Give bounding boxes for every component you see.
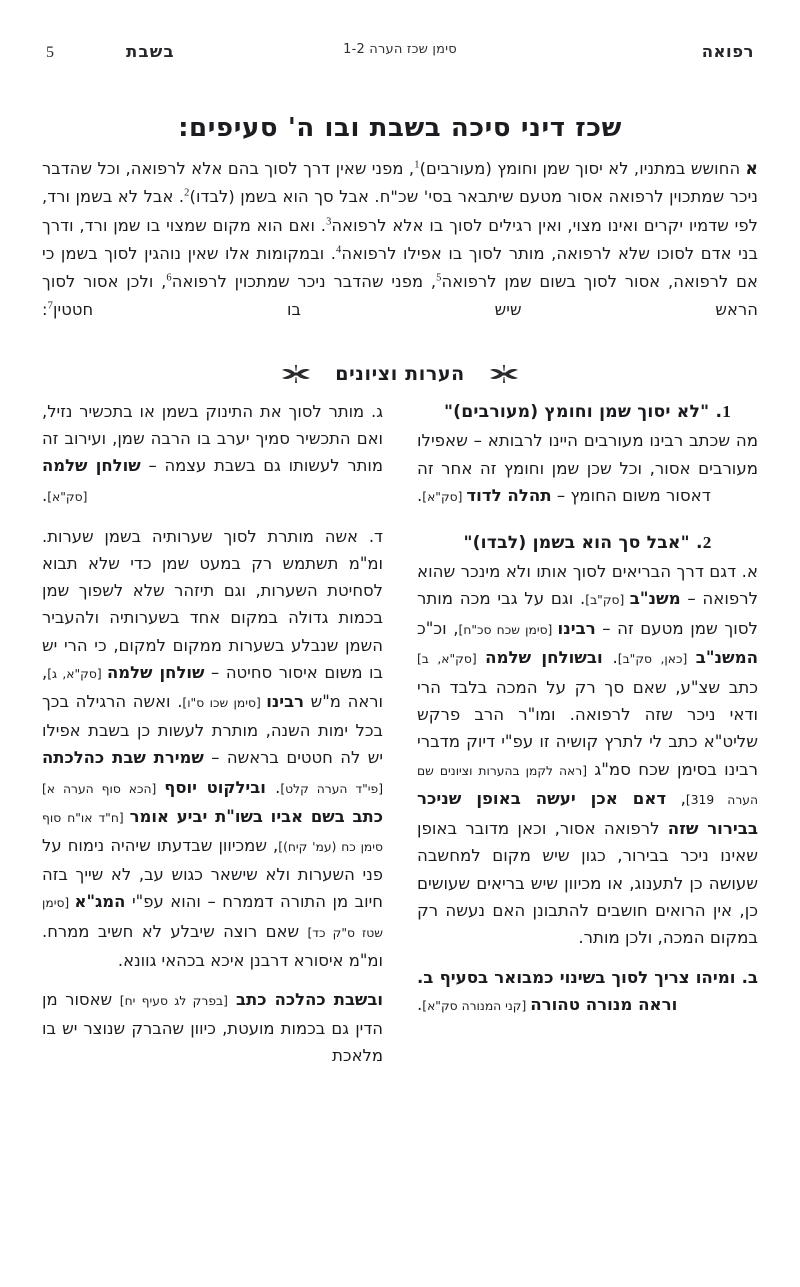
source-citation: [בפרק לג סעיף יח] <box>119 994 228 1009</box>
notes-columns <box>42 398 758 1277</box>
note-block-1 <box>417 398 758 512</box>
text-run: ד. אשה מותרת לסוך שערותיה בשמן שערות. ומ"מ תשתמש רק במעט שמן כדי שלא תבוא לסחיטת השערות, וגם תיזהר שלא לשפוך שמן בכמות גדולה במקום אחד בשערותיה ולהעביר השמן שנבלע בשערות ממקום למקום, כי הרי יש בו משום איסור סחיטה – <box>42 526 383 682</box>
source-citation: [סימן שכח סכ"ח] <box>458 622 558 637</box>
main-text-run-3: . ואם הוא מקום שמצוי בו שמן ורד, ודרך בני אדם לסוכו שלא לרפואה, מותר לסוך בו אפילו לרפואה <box>42 215 758 263</box>
footnote-marker-1: 1 <box>414 159 420 171</box>
note-paragraph <box>42 398 383 511</box>
text-run: . וגם על גבי מכה מותר לסוך שמן מטעם זה – <box>417 589 758 638</box>
footnote-marker-2: 2 <box>184 187 190 199</box>
text-run: . ואשה הרגילה בכך בכל ימות השנה, מותרת לעשות כן בשבת אפילו יש לה חטטים בראשה – <box>42 692 384 768</box>
main-halacha-body <box>42 155 758 325</box>
seif-letter: א <box>745 159 758 179</box>
main-text-run-4: . ובמקומות אלו שאין נוהגין לסוך בשמן כי אם לרפואה, אסור לסוך בשום שמן לרפואה <box>42 243 758 292</box>
text-run: שולחן שלמה <box>42 456 141 476</box>
note-block-2 <box>417 529 758 1021</box>
text-run: . <box>602 648 618 668</box>
footnote-marker-5: 5 <box>436 272 442 284</box>
note-number-2: 2 <box>702 532 712 552</box>
flourish-ornament-icon-right <box>487 363 521 385</box>
note-heading-dot-2: . <box>689 532 703 553</box>
note-paragraph <box>42 523 383 974</box>
flourish-ornament-icon-left <box>279 363 313 385</box>
text-run: דאם אכן יעשה באופן שניכר בבירור שזה <box>417 789 758 838</box>
main-text-run-1: החושש במתניו, לא יסוך שמן וחומץ (מעורבים) <box>419 159 746 178</box>
source-citation: [כאן, סק"ב] <box>617 652 696 667</box>
text-run: . <box>42 485 48 505</box>
note-heading-text-1: ‏"לא יסוך שמן וחומץ (מעורבים)" <box>444 402 710 422</box>
text-run: שולחן שלמה <box>106 662 205 682</box>
note-block-continuation <box>42 398 383 1070</box>
text-run: . <box>265 777 281 797</box>
source-citation: [קני המנורה סק"א] <box>422 999 531 1014</box>
note-heading-dot-1: . <box>709 402 723 422</box>
source-citation: [פי"ד הערה קלט] <box>280 781 384 796</box>
source-citation: [סק"א] <box>422 490 467 505</box>
source-citation: [סק"א, ג] <box>47 666 107 681</box>
text-run: המג"א <box>74 892 126 912</box>
text-run: , שמכיוון שבדעתו שיהיה נימוח על פני השערות ולא שישאר כגוש עב, לא שייך בזה חיוב מן התורה דממרח – והוא עפ"י <box>42 836 383 912</box>
main-text-run-6: , ולכן אסור לסוך הראש שיש בו חטטין <box>42 272 758 320</box>
text-run: כתב <box>227 990 275 1010</box>
text-run: ב. ומיהו צריך לסוך בשינוי כמבואר בסעיף ב. וראה <box>417 967 758 1015</box>
siman-title: שכז דיני סיכה בשבת ובו ה' סעיפים: <box>178 113 622 144</box>
text-run: שאם רוצה שיבלע לא חשיב ממרח. ומ"מ איסורא דרבנן איכא בכהאי גוונא. <box>42 921 383 970</box>
text-run: בשו"ת יביע אומר <box>129 806 263 826</box>
note-paragraph <box>417 427 758 511</box>
text-run: , וראה מ"ש <box>42 662 384 712</box>
source-citation: [סימן שטז ס"ק כד] <box>42 896 383 940</box>
note-paragraph <box>417 558 758 952</box>
text-run: מה שכתב רבינו מעורבים היינו לרבותא – שאפילו מעורבים אסור, וכל שכן שמן וחומץ זה אחר זה דאסור משום החומץ – <box>417 431 758 506</box>
notes-section-label: הערות וציונים <box>335 363 465 385</box>
main-text-run-5: , מפני שהדבר ניכר שמתכוין לרפואה <box>171 272 437 292</box>
text-run: שאסור מן הדין גם בכמות מועטת, כיוון שהברק שנוצר יש בו מלאכת <box>42 990 383 1066</box>
note-heading-2 <box>417 529 758 557</box>
text-run: ג. מותר לסוך את התינוק בשמן או בתכשיר נזיל, ואם התכשיר סמיך יערב בו הרבה שמן, ועירוב זה מותר לעשותו גם בשבת עצמה – <box>42 402 384 476</box>
text-run: רבינו <box>266 692 304 712</box>
note-heading-text-2: ‏"אבל סך הוא בשמן (לבדו)" <box>463 532 690 553</box>
text-run: רבינו <box>557 618 596 638</box>
note-number-1: 1 <box>722 402 731 421</box>
running-header-reference: סימן שכז הערה 1-2 <box>343 42 457 57</box>
note-paragraph <box>417 964 758 1021</box>
text-run: ובילקוט יוסף <box>164 777 266 797</box>
text-run: תהלה לדוד <box>466 486 552 506</box>
footnote-marker-6: 6 <box>166 272 172 284</box>
notes-section-header <box>42 363 758 385</box>
text-run: , <box>666 789 686 809</box>
footnote-marker-3: 3 <box>326 216 332 228</box>
text-run: ובשולחן שלמה <box>485 648 603 668</box>
text-run: ובשבת כהלכה <box>274 990 383 1010</box>
source-citation: [סימן שכו ס"ו] <box>182 696 267 711</box>
text-run: כתב שצ"ע, שאם סך רק על המכה בלבד הרי ודאי ניכר שזה לרפואה. ומו"ר הרב פרקש שליט"א כתב לי לתרץ קושיה זו עפ"י דיוק מדברי רבינו בסימן שכח סמ"ג <box>417 677 758 779</box>
source-citation: [הכא סוף הערה א] <box>42 781 165 796</box>
footnote-marker-7: 7 <box>47 301 53 313</box>
note-heading-1 <box>417 398 758 426</box>
running-header-section-title: בשבת <box>126 42 175 61</box>
notes-column-left <box>42 398 383 1277</box>
text-run: המשנ"ב <box>695 648 758 668</box>
main-text-run-1b: , מפני שאין דרך לסוך בהם אלא לרפואה, וכל שהדבר ניכר שמתכוין לרפואה אסור מטעם שיתבאר בסי' שכ"ח. אבל סך הוא בשמן (לבדו) <box>42 159 758 207</box>
source-citation: [סק"ב] <box>585 593 630 608</box>
main-text-run-2: . אבל לא בשמן ורד, לפי שדמיו יקרים ואינו מצוי, ואין רגילים לסוך בו אלא לרפואה <box>42 187 758 235</box>
text-run: , וכ"כ <box>417 618 459 638</box>
running-header-book-title: רפואה <box>701 42 754 61</box>
text-run: . <box>417 486 423 506</box>
text-run: . <box>417 995 423 1015</box>
main-text-run-7: : <box>42 300 48 320</box>
source-citation: [סק"א] <box>47 489 88 504</box>
text-run: משנ"ב <box>629 589 681 609</box>
note-paragraph <box>42 986 383 1070</box>
text-run: כתב בשם אביו <box>262 806 383 826</box>
source-citation: [סק"א, ב] <box>417 652 486 667</box>
text-run: א. דגם דרך הבריאים לסוך אותו ולא מינכר שהוא לרפואה – <box>417 562 759 609</box>
page-number: 5 <box>46 44 54 61</box>
notes-column-right <box>417 398 758 1277</box>
text-run: שמירת שבת כהלכתה <box>42 748 204 768</box>
footnote-marker-4: 4 <box>336 244 342 256</box>
source-citation: [ראה לקמן בהערות וציונים שם הערה 319] <box>417 763 758 808</box>
text-run: מנורה טהורה <box>530 995 633 1015</box>
source-citation: [ח"ד או"ח סוף סימן כח (עמ' קיח)] <box>42 810 383 855</box>
running-header <box>46 42 754 68</box>
text-run: לרפואה אסור, וכאן מדובר באופן שאינו ניכר בבירור, כגון שיש מקום למחשבה שעושה כן לתענוג, או מכיוון שיש בריאים שעושים כן, אין הרואים חושבים להתבונן האם נעשה רק במקום המכה, ולכן מותר. <box>417 818 758 948</box>
